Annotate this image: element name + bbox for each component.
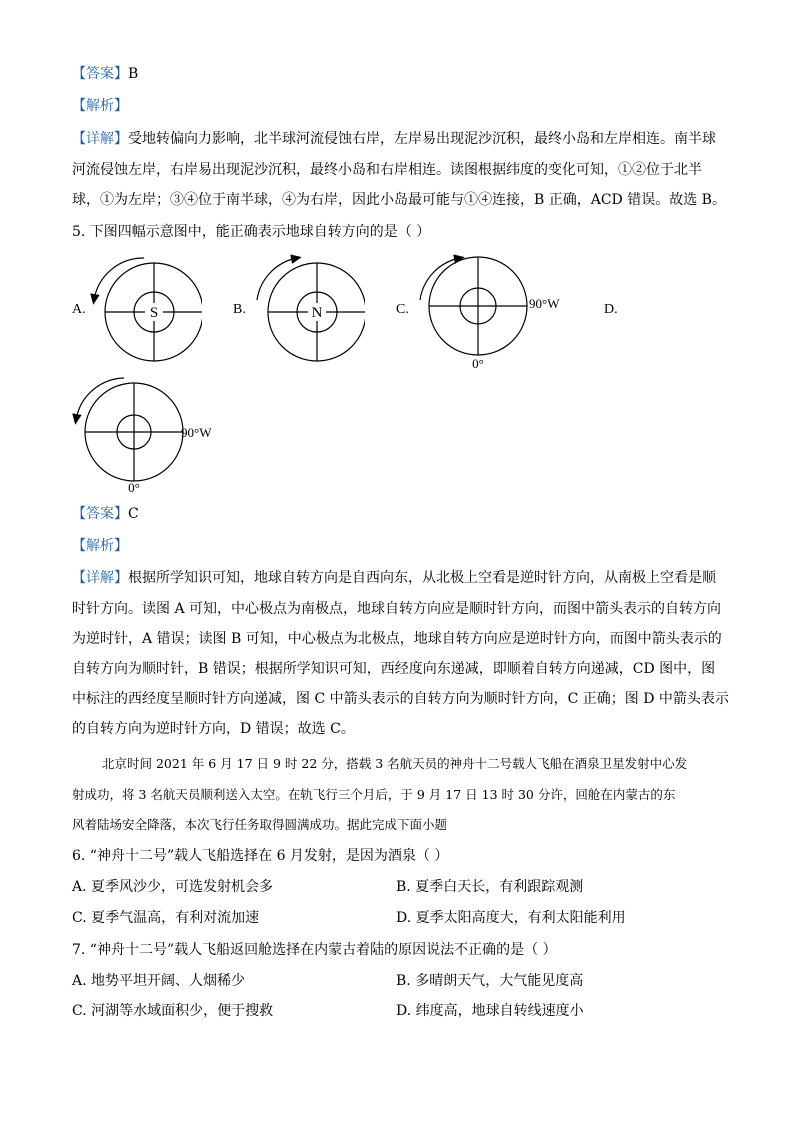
passage-line-3: 风着陆场安全降落，本次飞行任务取得圆满成功。据此完成下面小题 (72, 817, 448, 832)
q5-option-b-label: B. (233, 302, 246, 317)
q5-detail-line-5: 中标注的西经度呈顺时针方向递减，图 C 中箭头表示的自转方向为顺时针方向，C 正确；图 D 中箭头表示 (72, 691, 729, 707)
diagram-b-center-label: N (311, 305, 323, 321)
q5-answer-value: C (128, 506, 139, 522)
arrow-icon (420, 258, 460, 300)
q5-answer (72, 504, 139, 524)
q7-option-d: D. 纬度高，地球自转线速度小 (396, 1003, 584, 1019)
q5-detail-line-6: 的自转方向为逆时针方向，D 错误；故选 C。 (72, 721, 355, 737)
arrow-icon (76, 378, 124, 420)
q4-analysis-tag: 【解析】 (72, 98, 128, 114)
q5-option-d-label: D. (604, 302, 618, 317)
diagram-d-lat-label: 0° (128, 480, 140, 494)
q4-detail-text: 受地转偏向力影响，北半球河流侵蚀右岸，左岸易出现泥沙沉积，最终小岛和左岸相连。南半球 (128, 131, 716, 147)
q7-option-b: B. 多晴朗天气，大气能见度高 (396, 973, 584, 989)
q5-analysis-tag: 【解析】 (72, 538, 128, 554)
diagram-b (245, 250, 365, 370)
q5-option-c-label: C. (396, 302, 409, 317)
q6-stem: 6. “神舟十二号”载人飞船选择在 6 月发射，是因为酒泉（ ） (72, 848, 449, 864)
q4-detail-line-3: 球，①为左岸；③④位于南半球，④为右岸，因此小岛最可能与①④连接，B 正确，ACD 错误。故选 B。 (72, 192, 726, 208)
diagram-c-lat-label: 0° (472, 356, 484, 371)
diagram-a (82, 250, 202, 370)
q7-stem: 7. “神舟十二号”载人飞船返回舱选择在内蒙古着陆的原因说法不正确的是（ ） (72, 942, 557, 958)
q5-option-a-label: A. (72, 302, 86, 317)
q7-option-c: C. 河湖等水域面积少，便于搜救 (72, 1003, 274, 1019)
diagram-a-center-label: S (149, 305, 159, 321)
passage-line-1: 北京时间 2021 年 6 月 17 日 9 时 22 分，搭载 3 名航天员的神舟十二号载人飞船在酒泉卫星发射中心发 (102, 756, 688, 771)
q4-detail-line-2: 河流侵蚀左岸，右岸易出现泥沙沉积，最终小岛和右岸相连。读图根据纬度的变化可知，①②位于北半 (72, 162, 702, 178)
passage-line-2: 射成功，将 3 名航天员顺利送入太空。在轨飞行三个月后，于 9 月 17 日 13 时 30 分许，回舱在内蒙古的东 (72, 787, 676, 802)
q6-option-a: A. 夏季风沙少，可选发射机会多 (72, 879, 274, 895)
q7-option-a: A. 地势平坦开阔、人烟稀少 (72, 973, 246, 989)
q5-detail-line-2: 时针方向。读图 A 可知，中心极点为南极点，地球自转方向应是顺时针方向，而图中箭头表示的自转方向 (72, 601, 722, 617)
q4-detail-line-1 (72, 129, 716, 149)
arrow-icon (94, 258, 144, 300)
q4-answer-value: B (128, 66, 139, 82)
q6-option-d: D. 夏季太阳高度大，有利太阳能利用 (396, 910, 626, 926)
q5-detail-text: 根据所学知识可知，地球自转方向是自西向东，从北极上空看是逆时针方向，从南极上空看是顺 (128, 570, 716, 586)
q6-option-c: C. 夏季气温高，有利对流加速 (72, 910, 260, 926)
q5-detail-line-4: 自转方向为顺时针，B 错误；根据所学知识可知，西经度向东递减，即顺着自转方向递减，CD 图中，图 (72, 661, 716, 677)
q4-answer-tag: 【答案】 (72, 66, 128, 82)
diagram-d (66, 372, 236, 494)
q5-detail-line-1 (72, 568, 716, 588)
q5-answer-tag: 【答案】 (72, 506, 128, 522)
q4-answer (72, 64, 138, 84)
arrow-icon (257, 258, 297, 300)
q5-stem: 5. 下图四幅示意图中，能正确表示地球自转方向的是（ ） (72, 224, 431, 240)
q4-detail-tag: 【详解】 (72, 131, 128, 147)
diagram-c-lon-label: 90°W (529, 296, 560, 311)
diagram-d-lon-label: 90°W (181, 425, 212, 440)
q6-option-b: B. 夏季白天长，有利跟踪观测 (396, 879, 584, 895)
q5-detail-line-3: 为逆时针，A 错误；读图 B 可知，中心极点为北极点，地球自转方向应是逆时针方向，而图中箭头表示的 (72, 631, 722, 647)
diagram-c (408, 250, 578, 372)
q5-detail-tag: 【详解】 (72, 570, 128, 586)
